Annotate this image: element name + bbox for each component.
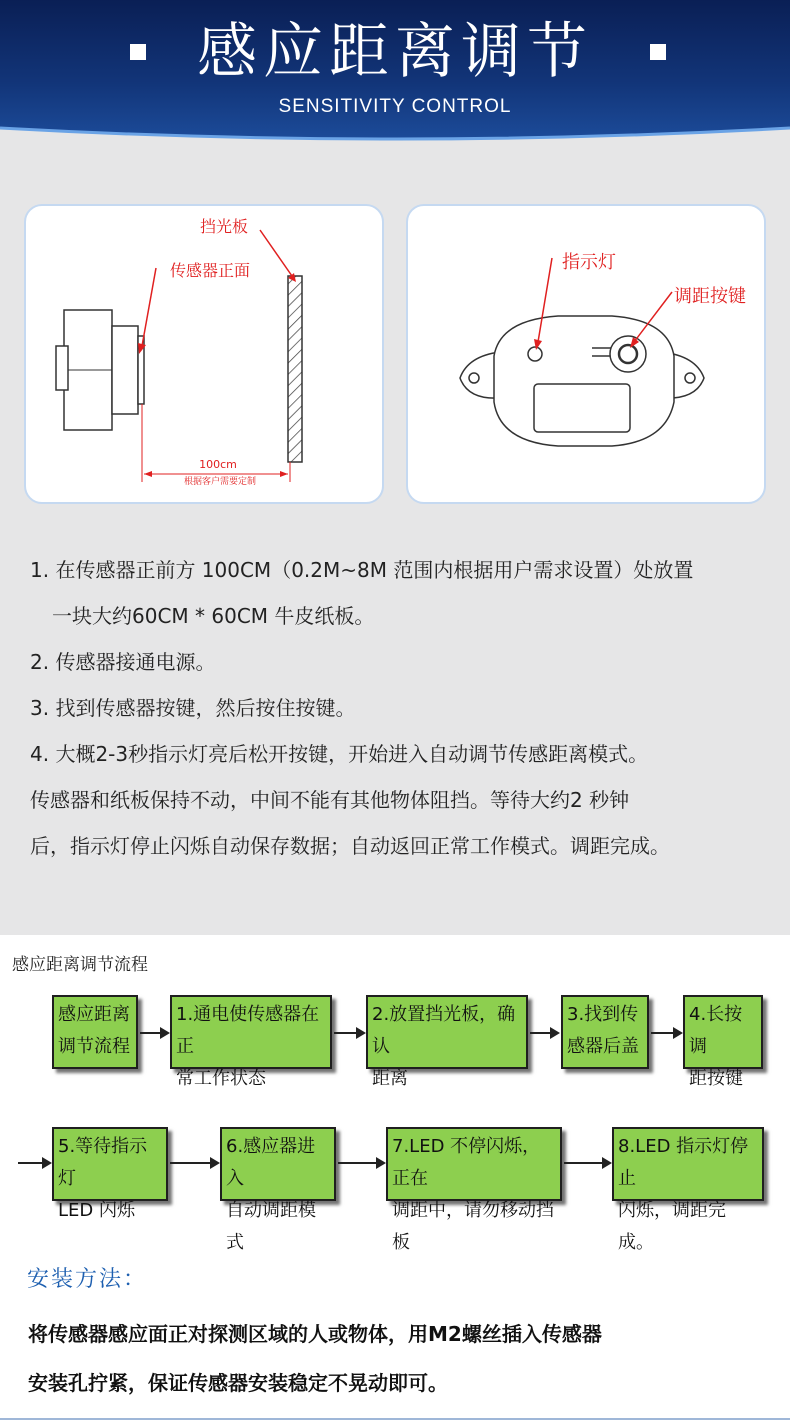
flow-arrow-4 — [651, 1032, 681, 1034]
flow-box-step-1: 1.通电使传感器在正 常工作状态 — [170, 995, 332, 1069]
banner-subtitle: SENSITIVITY CONTROL — [278, 96, 512, 117]
install-title: 安装方法： — [27, 1267, 148, 1292]
banner-bullet-right — [650, 44, 666, 60]
bottom-divider — [0, 1418, 790, 1420]
flow-arrow-8 — [564, 1162, 610, 1164]
flow-arrow-5 — [18, 1162, 50, 1164]
flow-arrow-6 — [170, 1162, 218, 1164]
flow-title: 感应距离调节流程 — [12, 955, 148, 975]
flow-box-step-4: 4.长按调 距按键 — [683, 995, 763, 1069]
step-2: 2. 传感器接通电源。 — [30, 650, 216, 674]
light-shield — [288, 276, 302, 462]
distance-label: 100cm — [199, 458, 237, 471]
install-text-line-2: 安装孔拧紧，保证传感器安装稳定不晃动即可。 — [28, 1371, 448, 1395]
indicator-led — [528, 347, 542, 361]
indicator-light-label: 指示灯 — [562, 252, 616, 273]
flow-box-step-3: 3.找到传 感器后盖 — [561, 995, 649, 1069]
adjust-button-label: 调距按键 — [674, 286, 746, 307]
flow-box-step-7: 7.LED 不停闪烁，正在 调距中，请勿移动挡板 — [386, 1127, 562, 1201]
flow-arrow-3 — [530, 1032, 558, 1034]
install-text-line-1: 将传感器感应面正对探测区域的人或物体，用M2螺丝插入传感器 — [28, 1322, 602, 1346]
light-shield-label: 挡光板 — [200, 217, 249, 236]
flow-box-step-2: 2.放置挡光板，确认 距离 — [366, 995, 528, 1069]
step-1: 1. 在传感器正前方 100CM（0.2M~8M 范围内根据用户需求设置）处放置 — [30, 558, 694, 582]
flow-arrow-2 — [334, 1032, 364, 1034]
step-1-cont: 一块大约60CM * 60CM 牛皮纸板。 — [52, 604, 375, 628]
flow-box-start: 感应距离 调节流程 — [52, 995, 138, 1069]
banner-title: 感应距离调节 — [197, 17, 593, 87]
flow-arrow-1 — [140, 1032, 168, 1034]
flow-arrow-7 — [338, 1162, 384, 1164]
step-3: 3. 找到传感器按键，然后按住按键。 — [30, 696, 356, 720]
flow-box-step-5: 5.等待指示灯 LED 闪烁 — [52, 1127, 168, 1201]
side-view-diagram — [24, 204, 384, 504]
flow-box-step-6: 6.感应器进入 自动调距模式 — [220, 1127, 336, 1201]
flow-box-step-8: 8.LED 指示灯停止 闪烁，调距完成。 — [612, 1127, 764, 1201]
header-banner — [0, 0, 790, 160]
sensor-front-label: 传感器正面 — [170, 261, 251, 280]
step-4-end: 后，指示灯停止闪烁自动保存数据；自动返回正常工作模式。调距完成。 — [30, 834, 670, 858]
step-4-cont: 传感器和纸板保持不动，中间不能有其他物体阻挡。等待大约2 秒钟 — [30, 788, 630, 812]
distance-note: 根据客户需要定制 — [183, 477, 256, 487]
step-4: 4. 大概2-3秒指示灯亮后松开按键，开始进入自动调节传感距离模式。 — [30, 742, 649, 766]
back-view-diagram — [406, 204, 766, 504]
